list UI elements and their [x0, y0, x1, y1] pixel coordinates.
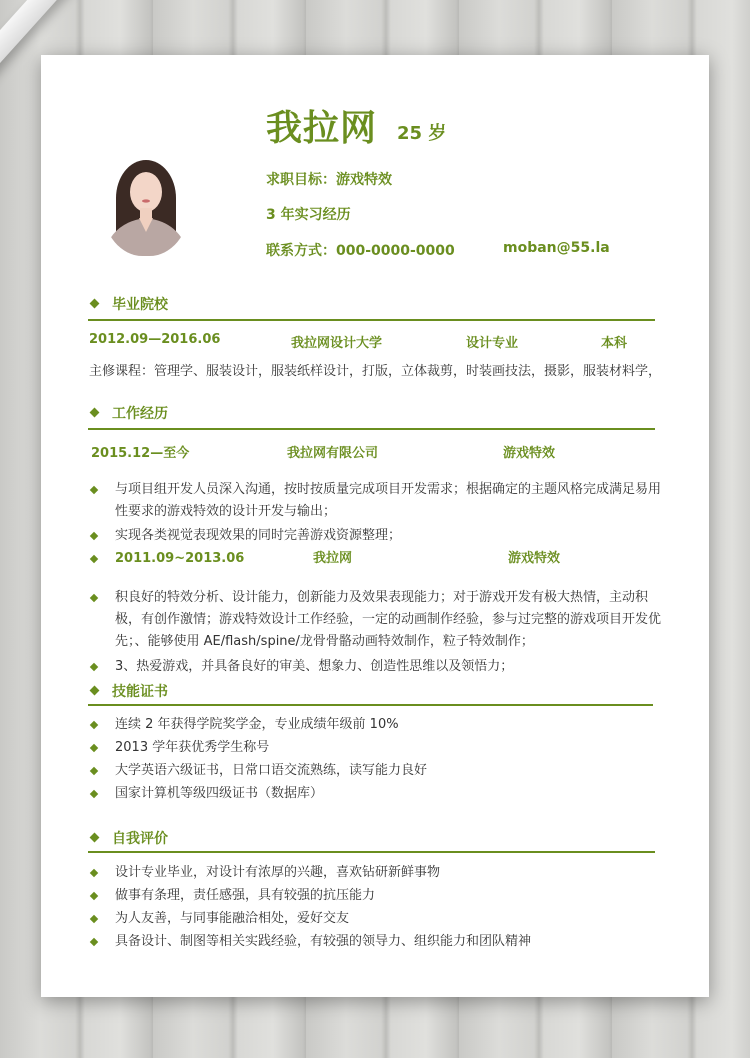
diamond-icon	[90, 744, 98, 752]
diamond-icon	[90, 892, 98, 900]
list-item: 具备设计、制图等相关实践经验，有较强的领导力、组织能力和团队精神	[91, 931, 666, 953]
section-title-work: 工作经历	[91, 403, 168, 423]
diamond-icon	[90, 686, 100, 696]
diamond-icon	[90, 486, 98, 494]
job1-period: 2015.12—至今	[91, 446, 190, 461]
diamond-icon	[90, 408, 100, 418]
contact-email: moban@55.la	[503, 240, 610, 256]
avatar	[103, 152, 189, 256]
diamond-icon	[90, 721, 98, 729]
education-degree: 本科	[601, 336, 628, 351]
job-objective: 求职目标：游戏特效	[266, 172, 392, 188]
diamond-icon	[90, 532, 98, 540]
education-courses: 主修课程：管理学、服装设计，服装纸样设计，打版，立体裁剪，时装画技法，摄影，服装材料学，	[89, 364, 662, 379]
list-item: 国家计算机等级四级证书（数据库）	[91, 783, 666, 805]
candidate-name: 我拉网	[266, 108, 378, 149]
list-item: 实现各类视觉表现效果的同时完善游戏资源整理；	[91, 525, 666, 547]
resume-sheet	[41, 55, 709, 997]
diamond-icon	[90, 594, 98, 602]
diamond-icon	[90, 938, 98, 946]
education-period: 2012.09—2016.06	[89, 332, 221, 347]
list-item: 积良好的特效分析、设计能力，创新能力及效果表现能力；对于游戏开发有极大热情，主动积极，有创作激情；游戏特效设计工作经验，一定的动画制作经验，参与过完整的游戏项目开发优先；、能够使用 AE/flash/spine/龙骨骨骼动画特效制作，粒子特效制作；	[91, 587, 666, 653]
job2-position: 游戏特效	[508, 551, 561, 566]
list-item: 大学英语六级证书，日常口语交流熟练，读写能力良好	[91, 760, 666, 782]
contact-phone: 联系方式：000-0000-0000	[266, 243, 455, 259]
section-title-self: 自我评价	[91, 828, 168, 848]
section-title-skills: 技能证书	[91, 681, 168, 701]
list-item: 与项目组开发人员深入沟通，按时按质量完成项目开发需求；根据确定的主题风格完成满足易用性要求的游戏特效的设计开发与输出；	[91, 479, 666, 523]
education-school: 我拉网设计大学	[291, 336, 383, 351]
list-item: 做事有条理，责任感强，具有较强的抗压能力	[91, 885, 666, 907]
education-major: 设计专业	[466, 336, 519, 351]
job2-period: 2011.09~2013.06	[115, 551, 245, 566]
list-item: 连续 2 年获得学院奖学金，专业成绩年级前 10%	[91, 714, 666, 736]
section-divider	[88, 319, 655, 321]
list-item: 设计专业毕业，对设计有浓厚的兴趣，喜欢钻研新鲜事物	[91, 862, 666, 884]
diamond-icon	[90, 767, 98, 775]
job1-position: 游戏特效	[503, 446, 556, 461]
diamond-icon	[90, 663, 98, 671]
list-item: 为人友善，与同事能融洽相处，爱好交友	[91, 908, 666, 930]
experience-years: 3 年实习经历	[266, 207, 351, 223]
diamond-icon	[90, 790, 98, 798]
job2-company: 我拉网	[313, 551, 353, 566]
diamond-icon	[90, 869, 98, 877]
section-divider	[88, 704, 653, 706]
candidate-age: 25 岁	[397, 123, 447, 144]
section-divider	[88, 851, 655, 853]
diamond-icon	[90, 833, 100, 843]
diamond-icon	[90, 299, 100, 309]
section-title-education: 毕业院校	[91, 294, 168, 314]
list-item: 3、热爱游戏，并具备良好的审美、想象力、创造性思维以及领悟力；	[91, 656, 666, 678]
diamond-icon	[90, 555, 98, 563]
list-item: 2013 学年获优秀学生称号	[91, 737, 666, 759]
section-divider	[88, 428, 655, 430]
job1-company: 我拉网有限公司	[287, 446, 379, 461]
diamond-icon	[90, 915, 98, 923]
